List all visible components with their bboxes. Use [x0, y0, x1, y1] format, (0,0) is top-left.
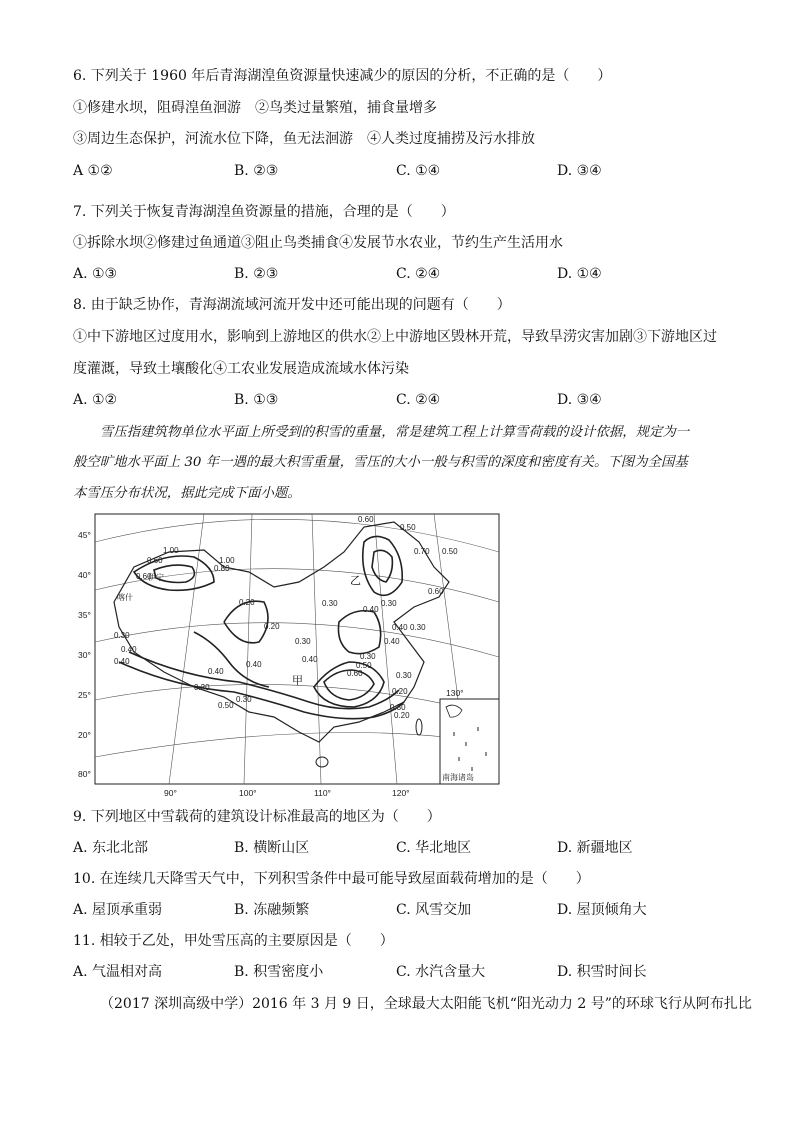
- map-frame: [95, 514, 499, 784]
- contour-label: 0.40: [384, 637, 400, 646]
- passage-line-2: 般空旷地水平面上 30 年一遇的最大积雪重量，雪压的大小一般与积雪的深度和密度有关。下图为全国基: [73, 455, 688, 470]
- question-9-option-d: D. 新疆地区: [557, 840, 633, 856]
- question-8-line-1: ①中下游地区过度用水，影响到上游地区的供水②上中游地区毁林开荒，导致旱涝灾害加剧③下游地区过: [73, 329, 717, 345]
- question-11-option-b: B. 积雪密度小: [234, 964, 324, 980]
- contour-label: 0.30: [236, 695, 252, 704]
- contour-label: 0.40: [363, 605, 379, 614]
- next-passage-line: （2017 深圳高级中学）2016 年 3 月 9 日，全球最大太阳能飞机“阳光动力 2 号”的环球飞行从阿布扎比: [100, 996, 752, 1012]
- contour-label: 0.60: [136, 572, 152, 581]
- lat-tick-45: 45°: [78, 530, 91, 540]
- question-7-line-1: ①拆除水坝②修建过鱼通道③阻止鸟类捕食④发展节水农业，节约生产生活用水: [73, 235, 563, 251]
- snow-pressure-map: [74, 512, 504, 812]
- question-7-option-c: C. ②④: [396, 266, 441, 282]
- question-11-option-d: D. 积雪时间长: [557, 964, 647, 980]
- question-10-option-c: C. 风雪交加: [396, 902, 472, 918]
- place-label-jia: 甲: [292, 675, 303, 687]
- contour-label: 0.60: [347, 669, 363, 678]
- lat-tick-35: 35°: [78, 610, 91, 620]
- question-6-option-a: A ①②: [73, 163, 113, 179]
- lon-tick-120: 120°: [392, 788, 410, 798]
- question-10-stem: 10. 在连续几天降雪天气中，下列积雪条件中最可能导致屋面载荷增加的是（ ）: [73, 871, 590, 887]
- lat-tick-80: 80°: [78, 769, 91, 779]
- contour-label: 0.80: [214, 564, 230, 573]
- question-8-option-b: B. ①③: [234, 392, 279, 408]
- question-8-stem: 8. 由于缺乏协作，青海湖流域河流开发中还可能出现的问题有（ ）: [73, 297, 511, 313]
- contour-label: 0.30: [396, 671, 412, 680]
- south-china-sea-inset: [440, 699, 499, 784]
- contour-label: 0.30: [360, 652, 376, 661]
- question-6-option-c: C. ①④: [396, 163, 441, 179]
- question-11-option-a: A. 气温相对高: [73, 964, 163, 980]
- question-11-option-c: C. 水汽含量大: [396, 964, 486, 980]
- contour-label: 0.30: [322, 599, 338, 608]
- contour-label: 0.30: [410, 623, 426, 632]
- contour-label: 0.40: [114, 657, 130, 666]
- question-10-option-b: B. 冻融频繁: [234, 902, 310, 918]
- question-6-stem: 6. 下列关于 1960 年后青海湖湟鱼资源量快速减少的原因的分析，不正确的是（ ）: [73, 68, 612, 84]
- lon-tick-100: 100°: [239, 788, 257, 798]
- question-7-option-b: B. ②③: [234, 266, 279, 282]
- lat-tick-40: 40°: [78, 570, 91, 580]
- question-9-stem: 9. 下列地区中雪载荷的建筑设计标准最高的地区为（ ）: [73, 809, 441, 825]
- contour-label: 0.40: [246, 660, 262, 669]
- contour-label: 0.60: [428, 587, 444, 596]
- lon-tick-90: 90°: [164, 788, 177, 798]
- contour-label: 0.60: [147, 556, 163, 565]
- place-label-yi: 乙: [350, 575, 361, 587]
- contour-label: 0.30: [381, 599, 397, 608]
- question-6-option-b: B. ②③: [234, 163, 279, 179]
- contour-label: 1.00: [219, 556, 235, 565]
- question-7-option-a: A. ①③: [73, 266, 118, 282]
- contour-label: 0.50: [356, 661, 372, 670]
- contour-label: 0.20: [194, 683, 210, 692]
- inset-label: 南海诸岛: [442, 773, 474, 782]
- question-8-option-d: D. ③④: [557, 392, 602, 408]
- place-label-yining: 伊宁: [148, 573, 164, 582]
- lat-tick-20: 20°: [78, 730, 91, 740]
- contour-label: 0.40: [392, 623, 408, 632]
- question-10-option-a: A. 屋顶承重弱: [73, 902, 163, 918]
- question-9-option-b: B. 横断山区: [234, 840, 310, 856]
- contour-label: 0.70: [414, 547, 430, 556]
- passage-line-3: 本雪压分布状况，据此完成下面小题。: [73, 486, 301, 501]
- contour-label: 0.40: [302, 655, 318, 664]
- question-6-option-d: D. ③④: [557, 163, 602, 179]
- question-9-option-c: C. 华北地区: [396, 840, 472, 856]
- question-8-line-2: 度灌溉，导致土壤酸化④工农业发展造成流域水体污染: [73, 361, 409, 377]
- question-8-option-a: A. ①②: [73, 392, 118, 408]
- question-6-line-1: ①修建水坝，阻碍湟鱼洄游 ②鸟类过量繁殖，捕食量增多: [73, 100, 437, 116]
- question-11-stem: 11. 相较于乙处，甲处雪压高的主要原因是（ ）: [73, 933, 394, 949]
- lon-tick-110: 110°: [314, 788, 331, 798]
- contour-label: 0.20: [392, 687, 408, 696]
- passage-line-1: 雪压指建筑物单位水平面上所受到的积雪的重量，常是建筑工程上计算雪荷载的设计依据，规定为一: [100, 425, 690, 440]
- contour-label: 0.50: [400, 523, 416, 532]
- question-7-option-d: D. ①④: [557, 266, 602, 282]
- question-6-line-2: ③周边生态保护，河流水位下降，鱼无法洄游 ④人类过度捕捞及污水排放: [73, 131, 535, 147]
- contour-label: 0.20: [264, 622, 280, 631]
- contour-label: 0.40: [208, 667, 224, 676]
- contour-label: 0.30: [295, 637, 311, 646]
- place-label-kashgar: 喀什: [117, 593, 133, 602]
- contour-label: 0.20: [394, 711, 410, 720]
- contour-label: 0.60: [358, 515, 374, 524]
- question-10-option-d: D. 屋顶倾角大: [557, 902, 647, 918]
- contour-label: 0.30: [114, 631, 130, 640]
- contour-label: 0.50: [442, 547, 458, 556]
- contour-label: 0.40: [121, 645, 137, 654]
- lon-tick-130: 130°: [446, 688, 464, 698]
- lat-tick-25: 25°: [78, 690, 91, 700]
- question-9-option-a: A. 东北北部: [73, 840, 149, 856]
- contour-label: 0.50: [218, 701, 234, 710]
- question-8-option-c: C. ②④: [396, 392, 441, 408]
- question-7-stem: 7. 下列关于恢复青海湖湟鱼资源量的措施，合理的是（ ）: [73, 204, 455, 220]
- contour-label: 0.20: [239, 598, 255, 607]
- contour-label: 0.30: [390, 703, 406, 712]
- lat-tick-30: 30°: [78, 650, 91, 660]
- contour-label: 1.00: [163, 546, 179, 555]
- snow-pressure-map-svg: [74, 512, 504, 812]
